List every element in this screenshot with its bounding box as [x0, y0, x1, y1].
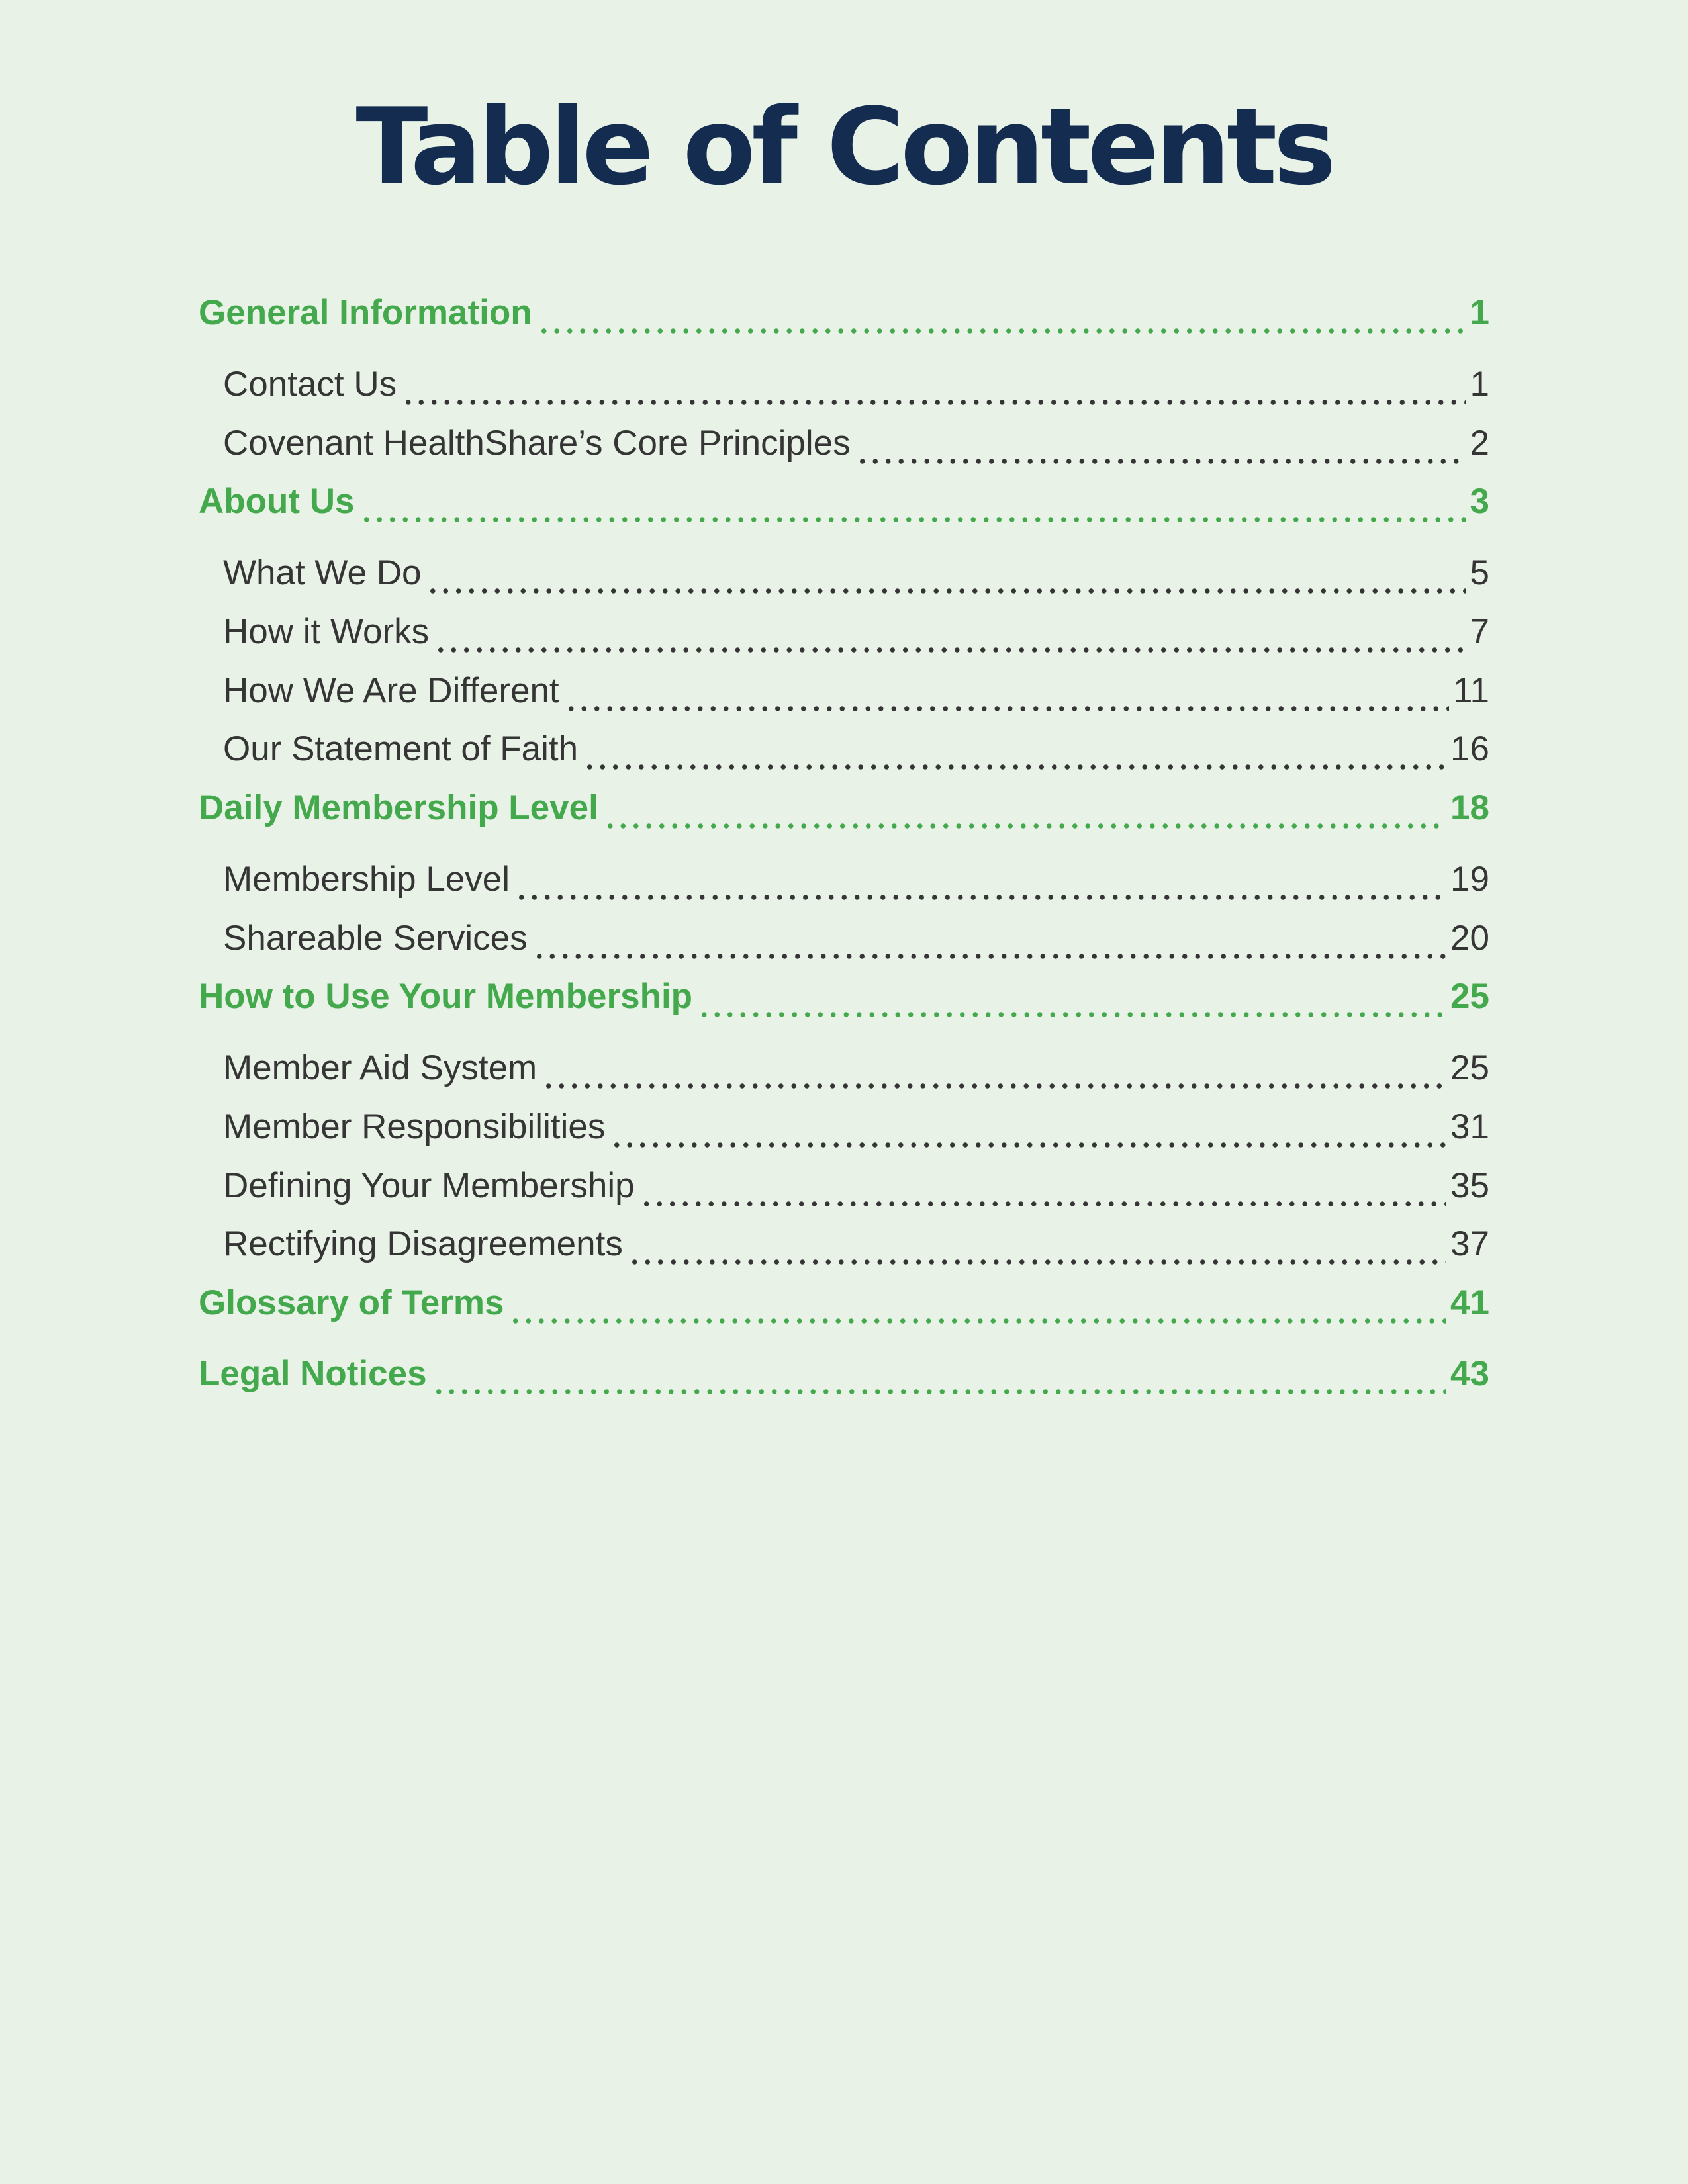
toc-entry-label: Daily Membership Level [199, 788, 598, 827]
dot-leader [583, 754, 1446, 770]
toc-entry-page: 3 [1470, 482, 1489, 521]
dot-leader [426, 578, 1466, 594]
toc-entry-general-information[interactable] [199, 287, 1489, 340]
dot-leader [515, 885, 1446, 901]
dot-leader [610, 1132, 1446, 1148]
dot-leader [533, 944, 1446, 960]
toc-entry-page: 25 [1450, 1048, 1489, 1087]
toc-list [199, 0, 1489, 2184]
toc-entry-label: Rectifying Disagreements [223, 1224, 623, 1263]
toc-entry-page: 41 [1450, 1283, 1489, 1322]
toc-entry-label: How to Use Your Membership [199, 977, 693, 1016]
toc-entry-page: 19 [1450, 860, 1489, 899]
dot-leader [542, 1073, 1446, 1089]
toc-entry-label: Glossary of Terms [199, 1283, 504, 1322]
dot-leader [402, 390, 1466, 406]
toc-entry-member-aid-system[interactable] [199, 1042, 1489, 1095]
dot-leader [360, 507, 1466, 523]
toc-entry-label: What We Do [223, 553, 422, 592]
toc-entry-page: 20 [1450, 919, 1489, 958]
toc-entry-label: Member Responsibilities [223, 1107, 606, 1146]
toc-entry-glossary-of-terms[interactable] [199, 1277, 1489, 1330]
dot-leader [856, 449, 1466, 465]
toc-entry-label: Our Statement of Faith [223, 729, 579, 768]
dot-leader [432, 1379, 1446, 1395]
toc-entry-label: Legal Notices [199, 1354, 427, 1393]
toc-entry-membership-level[interactable] [199, 853, 1489, 906]
toc-entry-label: How We Are Different [223, 671, 559, 710]
toc-entry-label: General Information [199, 293, 532, 332]
dot-leader [565, 696, 1449, 712]
toc-entry-page: 43 [1450, 1354, 1489, 1393]
toc-entry-page: 35 [1450, 1166, 1489, 1205]
toc-entry-what-we-do[interactable] [199, 547, 1489, 600]
toc-entry-statement-of-faith[interactable] [199, 723, 1489, 776]
toc-entry-legal-notices[interactable] [199, 1347, 1489, 1400]
toc-entry-page: 31 [1450, 1107, 1489, 1146]
toc-entry-page: 37 [1450, 1224, 1489, 1263]
toc-entry-label: Contact Us [223, 365, 397, 404]
toc-entry-how-we-are-different[interactable] [199, 664, 1489, 717]
toc-entry-how-to-use-membership[interactable] [199, 970, 1489, 1023]
toc-entry-core-principles[interactable] [199, 417, 1489, 470]
toc-entry-page: 1 [1470, 293, 1489, 332]
toc-entry-about-us[interactable] [199, 475, 1489, 528]
toc-entry-daily-membership-level[interactable] [199, 782, 1489, 835]
toc-entry-shareable-services[interactable] [199, 912, 1489, 965]
toc-entry-label: How it Works [223, 612, 430, 651]
toc-entry-contact-us[interactable] [199, 358, 1489, 411]
toc-entry-page: 25 [1450, 977, 1489, 1016]
toc-entry-member-responsibilities[interactable] [199, 1101, 1489, 1154]
toc-entry-rectifying-disagreements[interactable] [199, 1218, 1489, 1271]
toc-entry-defining-membership[interactable] [199, 1160, 1489, 1212]
toc-entry-page: 5 [1470, 553, 1489, 592]
toc-entry-page: 18 [1450, 788, 1489, 827]
dot-leader [604, 813, 1446, 829]
toc-entry-label: Member Aid System [223, 1048, 538, 1087]
toc-entry-page: 16 [1450, 729, 1489, 768]
toc-entry-how-it-works[interactable] [199, 606, 1489, 659]
dot-leader [698, 1002, 1446, 1018]
toc-entry-label: Shareable Services [223, 919, 528, 958]
toc-entry-label: About Us [199, 482, 355, 521]
dot-leader [509, 1308, 1446, 1324]
toc-entry-label: Defining Your Membership [223, 1166, 635, 1205]
toc-entry-page: 11 [1452, 671, 1489, 710]
toc-entry-page: 1 [1470, 365, 1489, 404]
toc-entry-label: Covenant HealthShare’s Core Principles [223, 424, 851, 463]
toc-entry-page: 2 [1470, 424, 1489, 463]
toc-entry-label: Membership Level [223, 860, 510, 899]
dot-leader [628, 1250, 1446, 1265]
page-title: Table of Contents [355, 85, 1333, 208]
dot-leader [538, 318, 1466, 334]
toc-entry-page: 7 [1470, 612, 1489, 651]
dot-leader [640, 1191, 1446, 1207]
dot-leader [434, 637, 1466, 653]
